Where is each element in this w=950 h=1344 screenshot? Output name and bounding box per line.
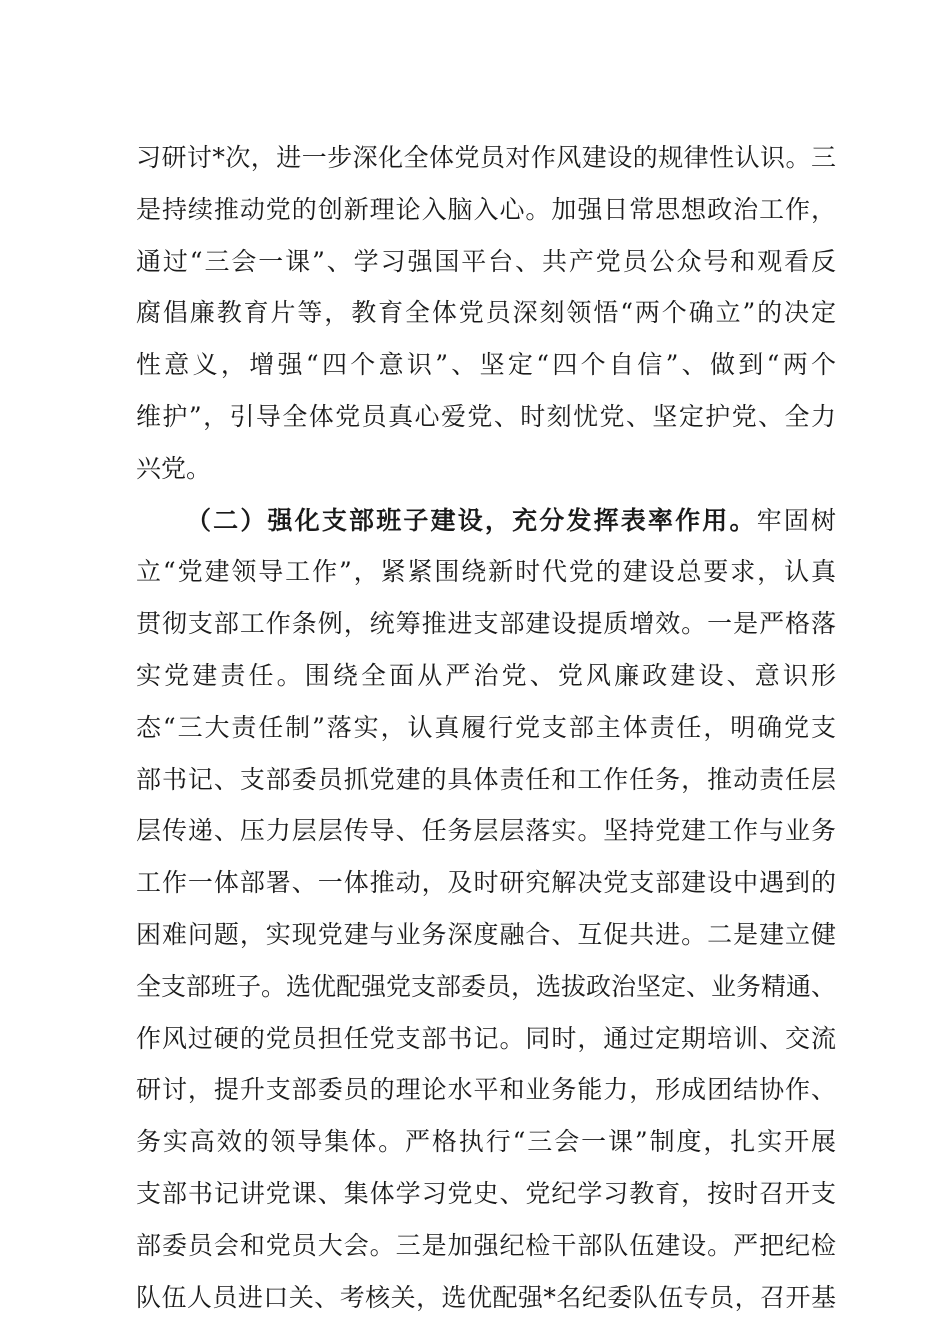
section-first-line (136, 495, 836, 547)
text-line: 务实高效的领导集体。严格执行“三会一课”制度，扎实开展 (136, 1127, 836, 1157)
text-line: 实党建责任。围绕全面从严治党、党风廉政建设、意识形 (136, 660, 836, 690)
text-line: 部委员会和党员大会。三是加强纪检干部队伍建设。严把纪检 (136, 1230, 836, 1260)
text-line: 态“三大责任制”落实，认真履行党支部主体责任，明确党支 (136, 712, 836, 742)
section-first-line-rest: 牢固树 (756, 505, 836, 535)
text-line: 作风过硬的党员担任党支部书记。同时，通过定期培训、交流 (136, 1023, 836, 1053)
text-line: 支部书记讲党课、集体学习党史、党纪学习教育，按时召开支 (136, 1178, 836, 1208)
text-line: 腐倡廉教育片等，教育全体党员深刻领悟“两个确立”的决定 (136, 298, 836, 328)
body-text (136, 132, 836, 1323)
text-line: 习研讨*次，进一步深化全体党员对作风建设的规律性认识。三 (136, 143, 836, 172)
text-line: 贯彻支部工作条例，统筹推进支部建设提质增效。一是严格落 (136, 609, 836, 639)
text-line: 维护”，引导全体党员真心爱党、时刻忧党、坚定护党、全力 (136, 401, 836, 431)
text-line: 性意义，增强“四个意识”、坚定“四个自信”、做到“两个 (136, 350, 836, 380)
text-line: 研讨，提升支部委员的理论水平和业务能力，形成团结协作、 (136, 1075, 836, 1105)
text-line: 队伍人员进口关、考核关，选优配强*名纪委队伍专员，召开基 (136, 1282, 836, 1312)
text-line: 全支部班子。选优配强党支部委员，选拔政治坚定、业务精通、 (136, 971, 837, 1001)
text-line: 通过“三会一课”、学习强国平台、共产党员公众号和观看反 (136, 246, 836, 276)
text-line: 立“党建领导工作”，紧紧围绕新时代党的建设总要求，认真 (136, 557, 836, 587)
text-line: 层传递、压力层层传导、任务层层落实。坚持党建工作与业务 (136, 816, 836, 846)
text-line: 困难问题，实现党建与业务深度融合、互促共进。二是建立健 (136, 919, 836, 949)
section-heading: （二）强化支部班子建设，充分发挥表率作用。 (186, 505, 757, 535)
text-line: 工作一体部署、一体推动，及时研究解决党支部建设中遇到的 (136, 868, 836, 898)
text-line: 兴党。 (136, 453, 212, 483)
text-line: 是持续推动党的创新理论入脑入心。加强日常思想政治工作， (136, 194, 836, 224)
text-line: 部书记、支部委员抓党建的具体责任和工作任务，推动责任层 (136, 764, 836, 794)
